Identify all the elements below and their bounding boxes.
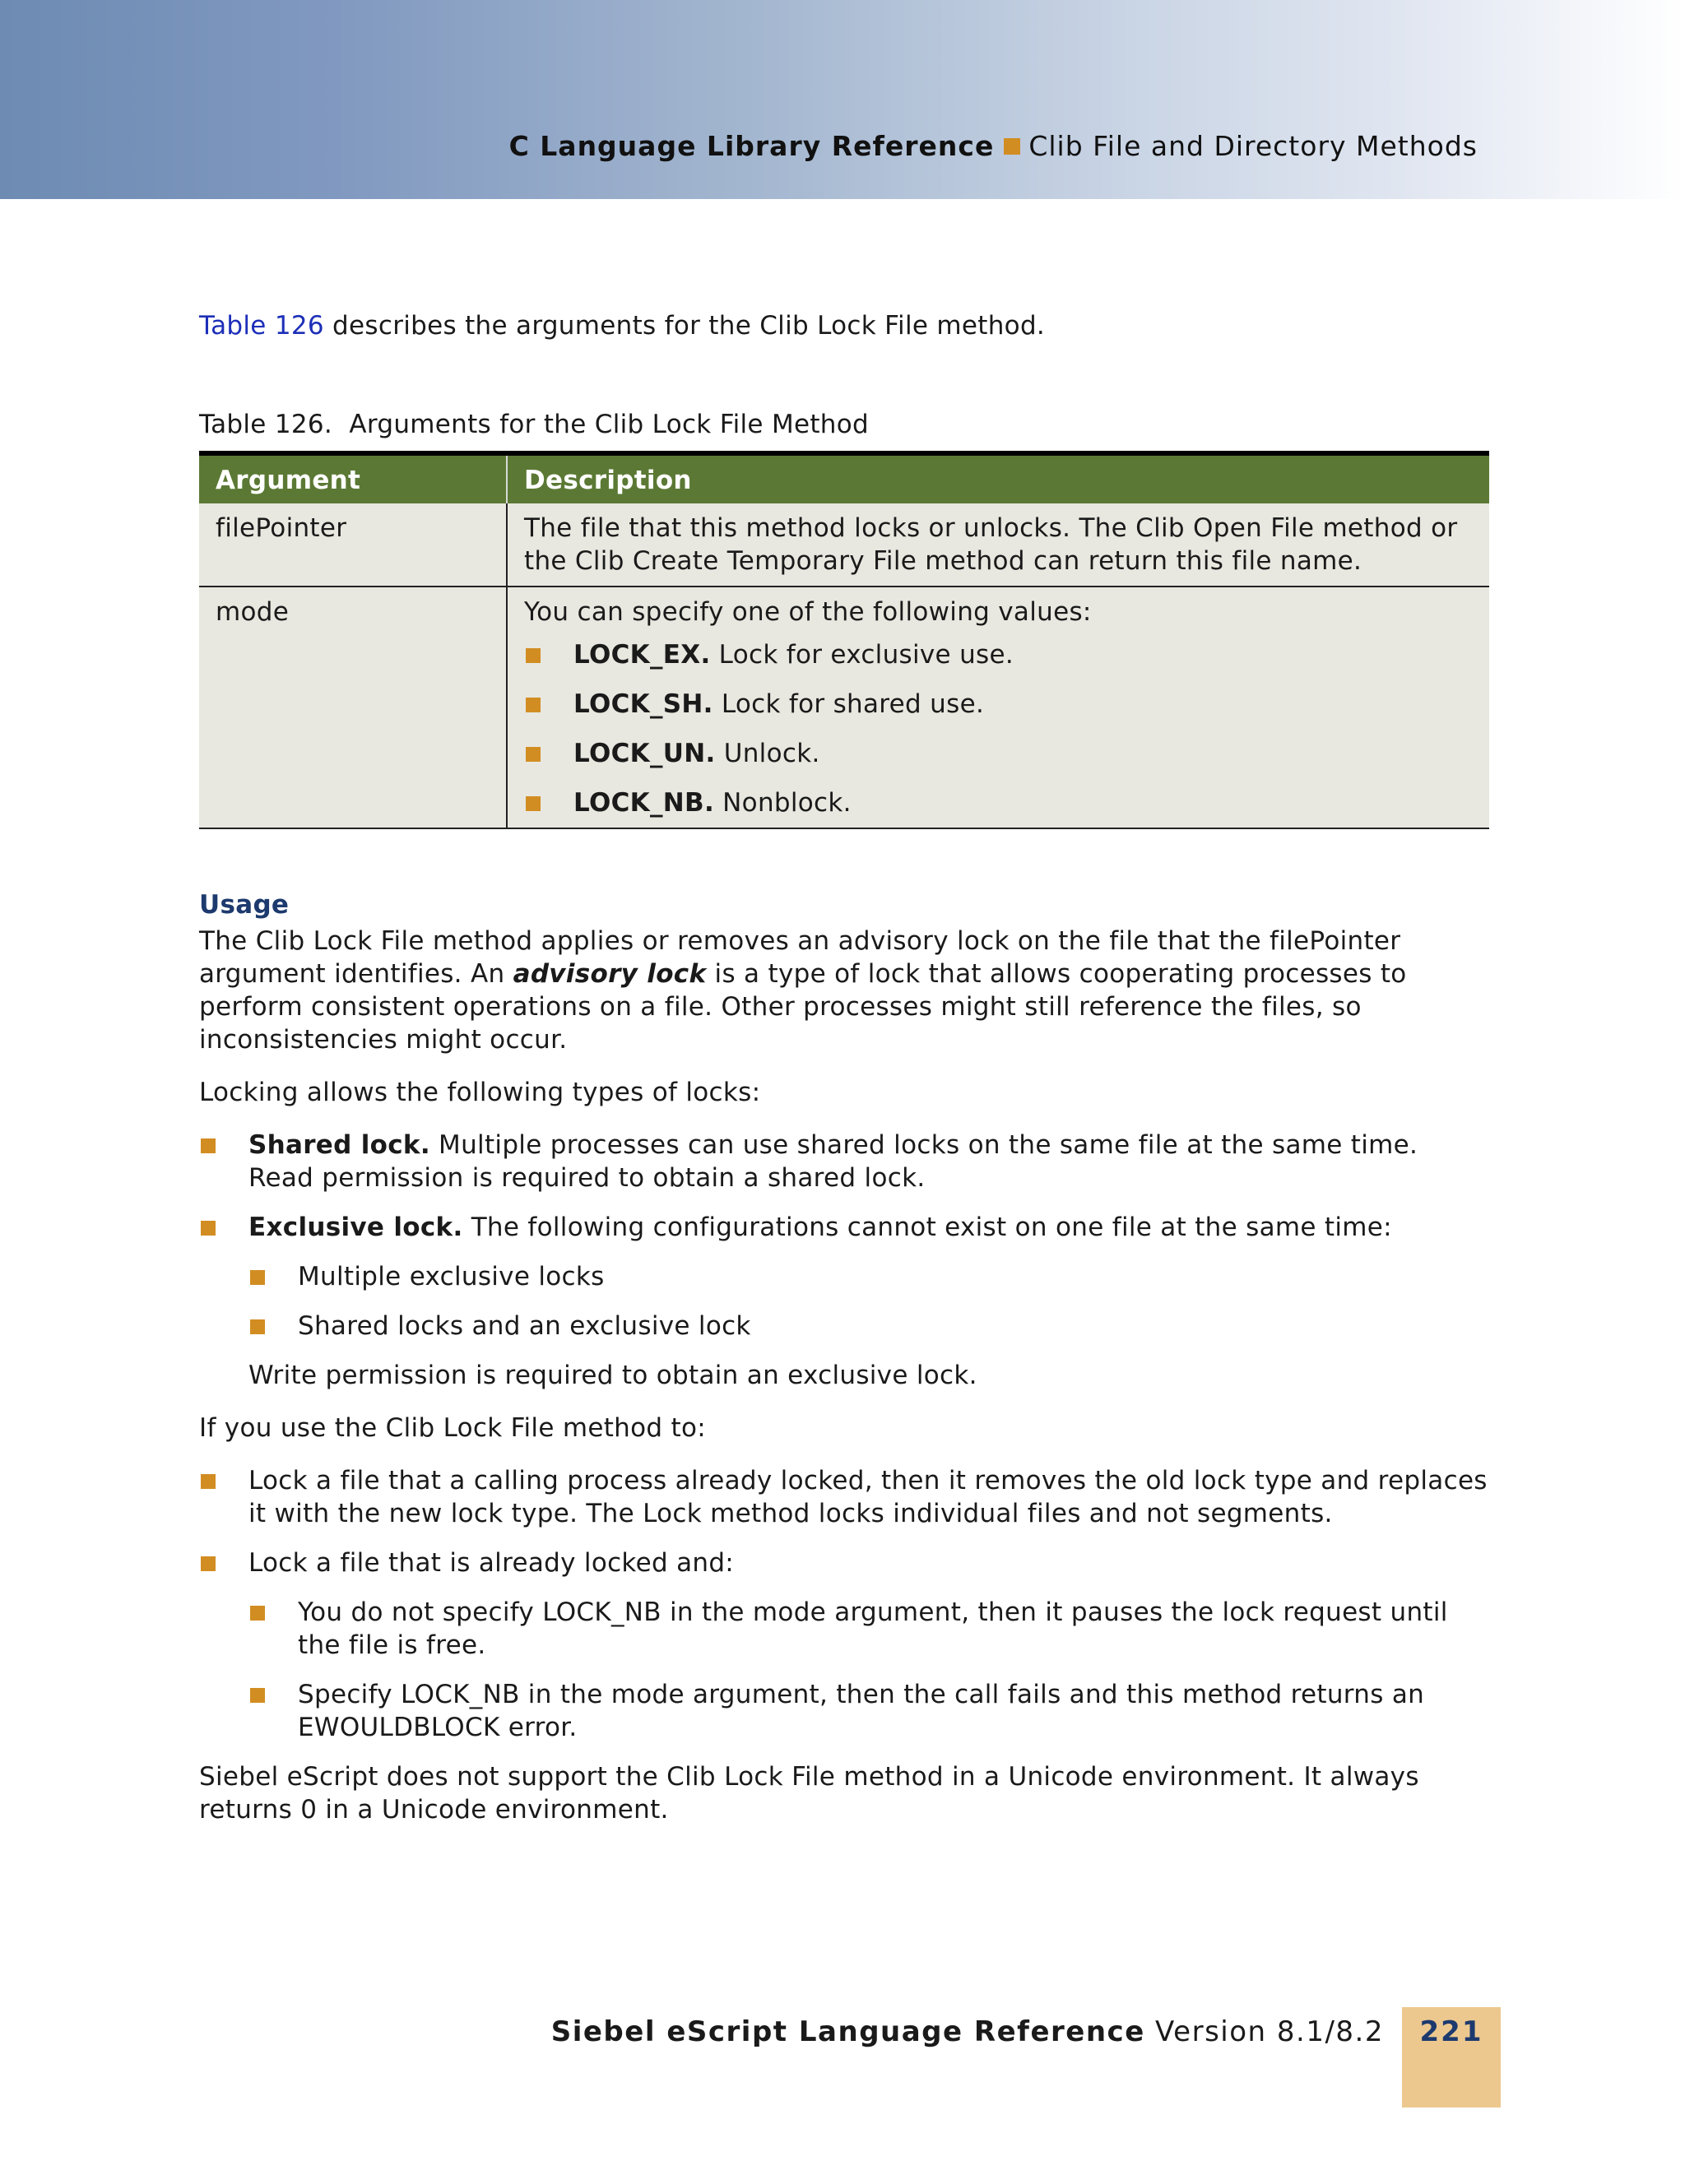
shared-lock-text: Multiple processes can use shared locks on the same file at the same time. Read permission is required to obtain a shared lock. (248, 1130, 1418, 1193)
usage-text: The Clib Lock File method applies or removes an advisory lock on the file that the filePointer argument identifies. An (199, 926, 1401, 989)
list-item (524, 737, 1473, 770)
column-header-argument: Argument (216, 466, 361, 495)
intro-text: describes the arguments for the Clib Lock File method. (323, 311, 1046, 341)
table-header-row (199, 453, 1489, 503)
page-number-box (1402, 2007, 1501, 2107)
table-row (199, 587, 1489, 828)
version-text: Version 8.1/8.2 (1144, 2015, 1384, 2048)
list-item: Shared locks and an exclusive lock (248, 1310, 1491, 1342)
intro-paragraph (199, 309, 1491, 342)
lock-types-list (199, 1129, 1491, 1194)
exclusive-sub-list (248, 1260, 1491, 1293)
description-cell: The file that this method locks or unlocks. The Clib Open File method or the Clib Create Temporary File method can return this file name. (507, 503, 1489, 587)
chapter-title: C Language Library Reference (508, 130, 995, 162)
header-band (0, 0, 1685, 199)
arguments-table (199, 451, 1489, 829)
description-cell (507, 587, 1489, 828)
usage-text: is a type of lock that allows cooperating processes to perform consistent operations on a file. Other processes might still reference the files, so inconsistencies might occur. (199, 959, 1407, 1055)
list-item: Lock a file that is already locked and: (199, 1546, 1491, 1579)
exclusive-sub-list (248, 1310, 1491, 1342)
list-item (199, 1129, 1491, 1194)
unicode-note: Siebel eScript does not support the Clib Lock File method in a Unicode environment. It always returns 0 in a Unicode environment. (199, 1762, 1419, 1825)
value-text: Nonblock. (714, 788, 852, 818)
value-term: LOCK_UN. (573, 739, 716, 768)
locked-sub-list (248, 1678, 1491, 1744)
usage-paragraph (199, 925, 1491, 1056)
list-item: Specify LOCK_NB in the mode argument, then the call fails and this method returns an EWOULDBLOCK error. (248, 1678, 1491, 1744)
section-title: Clib File and Directory Methods (1028, 130, 1478, 162)
value-term: LOCK_EX. (573, 640, 711, 670)
list-item: Lock a file that a calling process already locked, then it removes the old lock type and replaces it with the new lock type. The Lock method locks individual files and not segments. (199, 1464, 1491, 1530)
mode-values-list (524, 638, 1473, 819)
exclusive-lock-text: The following configurations cannot exist on one file at the same time: (462, 1213, 1392, 1242)
shared-lock-term: Shared lock. (248, 1130, 430, 1160)
description-text: You can specify one of the following values: (524, 597, 1092, 627)
column-header-description: Description (507, 453, 1489, 503)
conditions-list (199, 1546, 1491, 1579)
usage-heading: Usage (199, 890, 290, 920)
list-item (524, 638, 1473, 671)
value-text: Lock for exclusive use. (710, 640, 1014, 670)
separator-square-icon (1004, 138, 1020, 155)
locked-sub-list (248, 1596, 1491, 1662)
book-title: Siebel eScript Language Reference (550, 2015, 1145, 2048)
lock-types-list (199, 1211, 1491, 1244)
argument-cell: mode (199, 587, 507, 828)
write-permission-note: Write permission is required to obtain an exclusive lock. (248, 1361, 977, 1390)
value-term: LOCK_NB. (573, 788, 715, 818)
list-item (199, 1211, 1491, 1244)
page-number: 221 (1419, 2015, 1483, 2048)
conditions-intro: If you use the Clib Lock File method to: (199, 1413, 706, 1443)
table-caption: Table 126. Arguments for the Clib Lock File Method (199, 410, 870, 439)
list-item: You do not specify LOCK_NB in the mode argument, then it pauses the lock request until the file is free. (248, 1596, 1491, 1662)
table-126-link[interactable]: Table 126 (199, 311, 324, 341)
list-item: Multiple exclusive locks (248, 1260, 1491, 1293)
exclusive-lock-term: Exclusive lock. (248, 1213, 463, 1242)
value-text: Lock for shared use. (713, 689, 985, 719)
list-item (524, 786, 1473, 819)
list-item (524, 688, 1473, 721)
argument-cell: filePointer (199, 503, 507, 587)
table-row (199, 503, 1489, 587)
value-text: Unlock. (715, 739, 820, 768)
running-footer (551, 2015, 1384, 2048)
lock-types-intro: Locking allows the following types of locks: (199, 1078, 761, 1107)
advisory-lock-term: advisory lock (513, 959, 707, 989)
conditions-list (199, 1464, 1491, 1530)
running-header (509, 130, 1478, 162)
value-term: LOCK_SH. (573, 689, 713, 719)
